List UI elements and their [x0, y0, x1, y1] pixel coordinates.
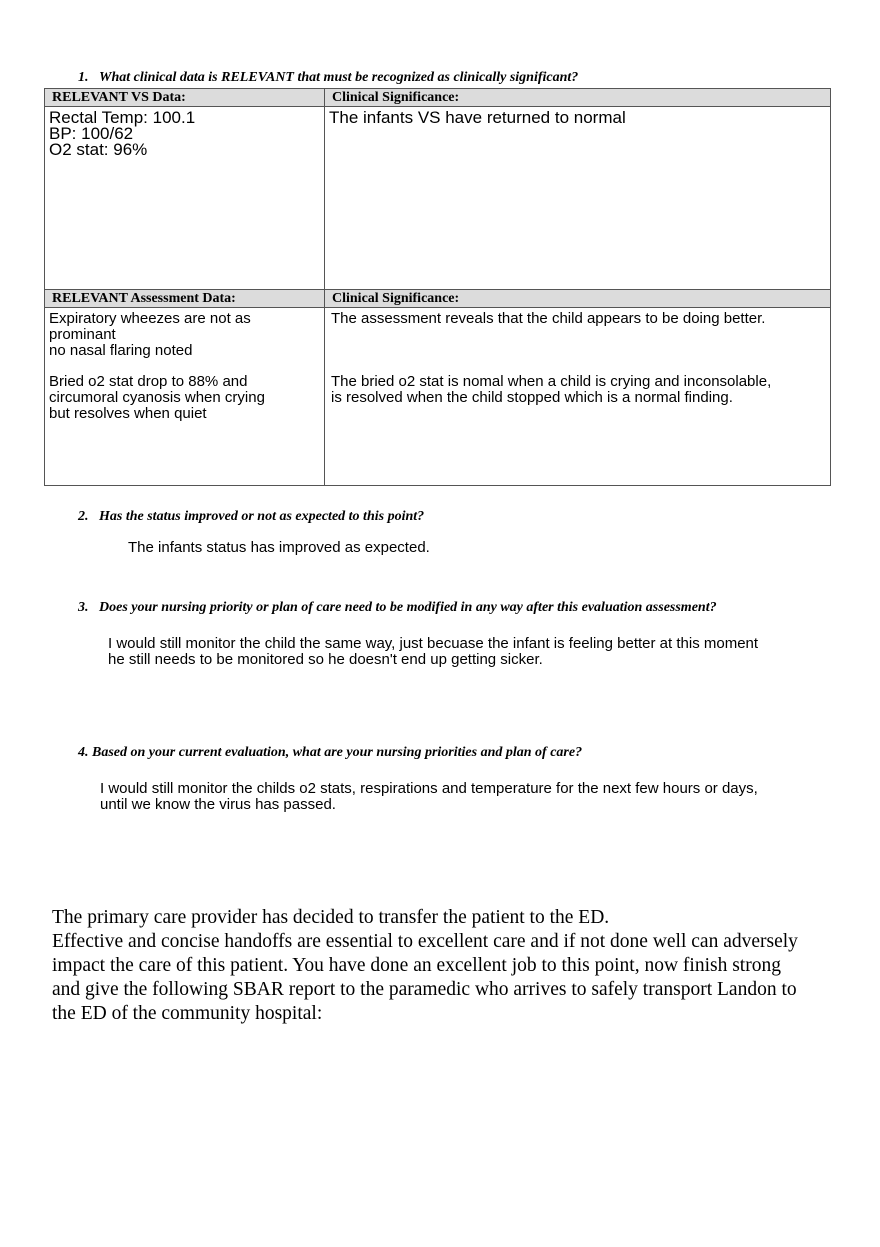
assessment-significance-text: is resolved when the child stopped which is a normal finding.: [331, 389, 733, 406]
question-4-heading: 4. Based on your current evaluation, what are your nursing priorities and plan of care?: [78, 745, 583, 760]
paragraph-line: the ED of the community hospital:: [52, 1003, 323, 1024]
vs-data-cell: [45, 107, 325, 290]
vs-line: Rectal Temp: 100.1: [49, 108, 196, 127]
question-3-heading: 3. Does your nursing priority or plan of care need to be modified in any way after this evaluation assessment?: [78, 600, 717, 615]
assessment-significance-cell: [325, 308, 831, 486]
assessment-significance-text: The assessment reveals that the child appears to be doing better.: [331, 310, 766, 327]
paragraph-line: Effective and concise handoffs are essential to excellent care and if not done well can adversely: [52, 931, 798, 952]
assessment-data-header: RELEVANT Assessment Data:: [45, 290, 325, 308]
vs-line: O2 stat: 96%: [49, 140, 148, 159]
question-2-answer: [128, 540, 430, 556]
assessment-line: circumoral cyanosis when crying: [49, 389, 265, 406]
paragraph-line: and give the following SBAR report to the paramedic who arrives to safely transport Landon to: [52, 979, 797, 1000]
vs-significance-cell: [325, 107, 831, 290]
question-4-answer: [100, 781, 758, 813]
question-1-heading: 1. What clinical data is RELEVANT that must be recognized as clinically significant?: [78, 70, 579, 85]
paragraph-line: The primary care provider has decided to transfer the patient to the ED.: [52, 907, 610, 928]
vs-data-header: RELEVANT VS Data:: [45, 89, 325, 107]
answer-line: he still needs to be monitored so he doesn't end up getting sicker.: [108, 651, 543, 668]
clinical-data-table: [44, 88, 831, 486]
assessment-line: no nasal flaring noted: [49, 342, 193, 359]
paragraph-line: impact the care of this patient. You have done an excellent job to this point, now finish strong: [52, 955, 781, 976]
assessment-line: prominant: [49, 326, 116, 343]
vs-significance-text: The infants VS have returned to normal: [329, 108, 626, 127]
sbar-instructions: [52, 906, 842, 1026]
answer-line: The infants status has improved as expected.: [128, 539, 430, 556]
assessment-line: Expiratory wheezes are not as: [49, 310, 251, 327]
question-3-answer: [108, 636, 758, 668]
vs-line: BP: 100/62: [49, 124, 134, 143]
answer-line: I would still monitor the child the same way, just becuase the infant is feeling better at this moment: [108, 635, 759, 652]
assessment-significance-text: The bried o2 stat is nomal when a child is crying and inconsolable,: [331, 373, 772, 390]
answer-line: I would still monitor the childs o2 stats, respirations and temperature for the next few hours or days,: [100, 780, 758, 797]
assessment-line: but resolves when quiet: [49, 405, 207, 422]
question-2-heading: 2. Has the status improved or not as expected to this point?: [78, 509, 425, 524]
assessment-data-cell: [45, 308, 325, 486]
assessment-significance-header: Clinical Significance:: [325, 290, 831, 308]
vs-significance-header: Clinical Significance:: [325, 89, 831, 107]
assessment-line: Bried o2 stat drop to 88% and: [49, 373, 248, 390]
answer-line: until we know the virus has passed.: [100, 796, 336, 813]
